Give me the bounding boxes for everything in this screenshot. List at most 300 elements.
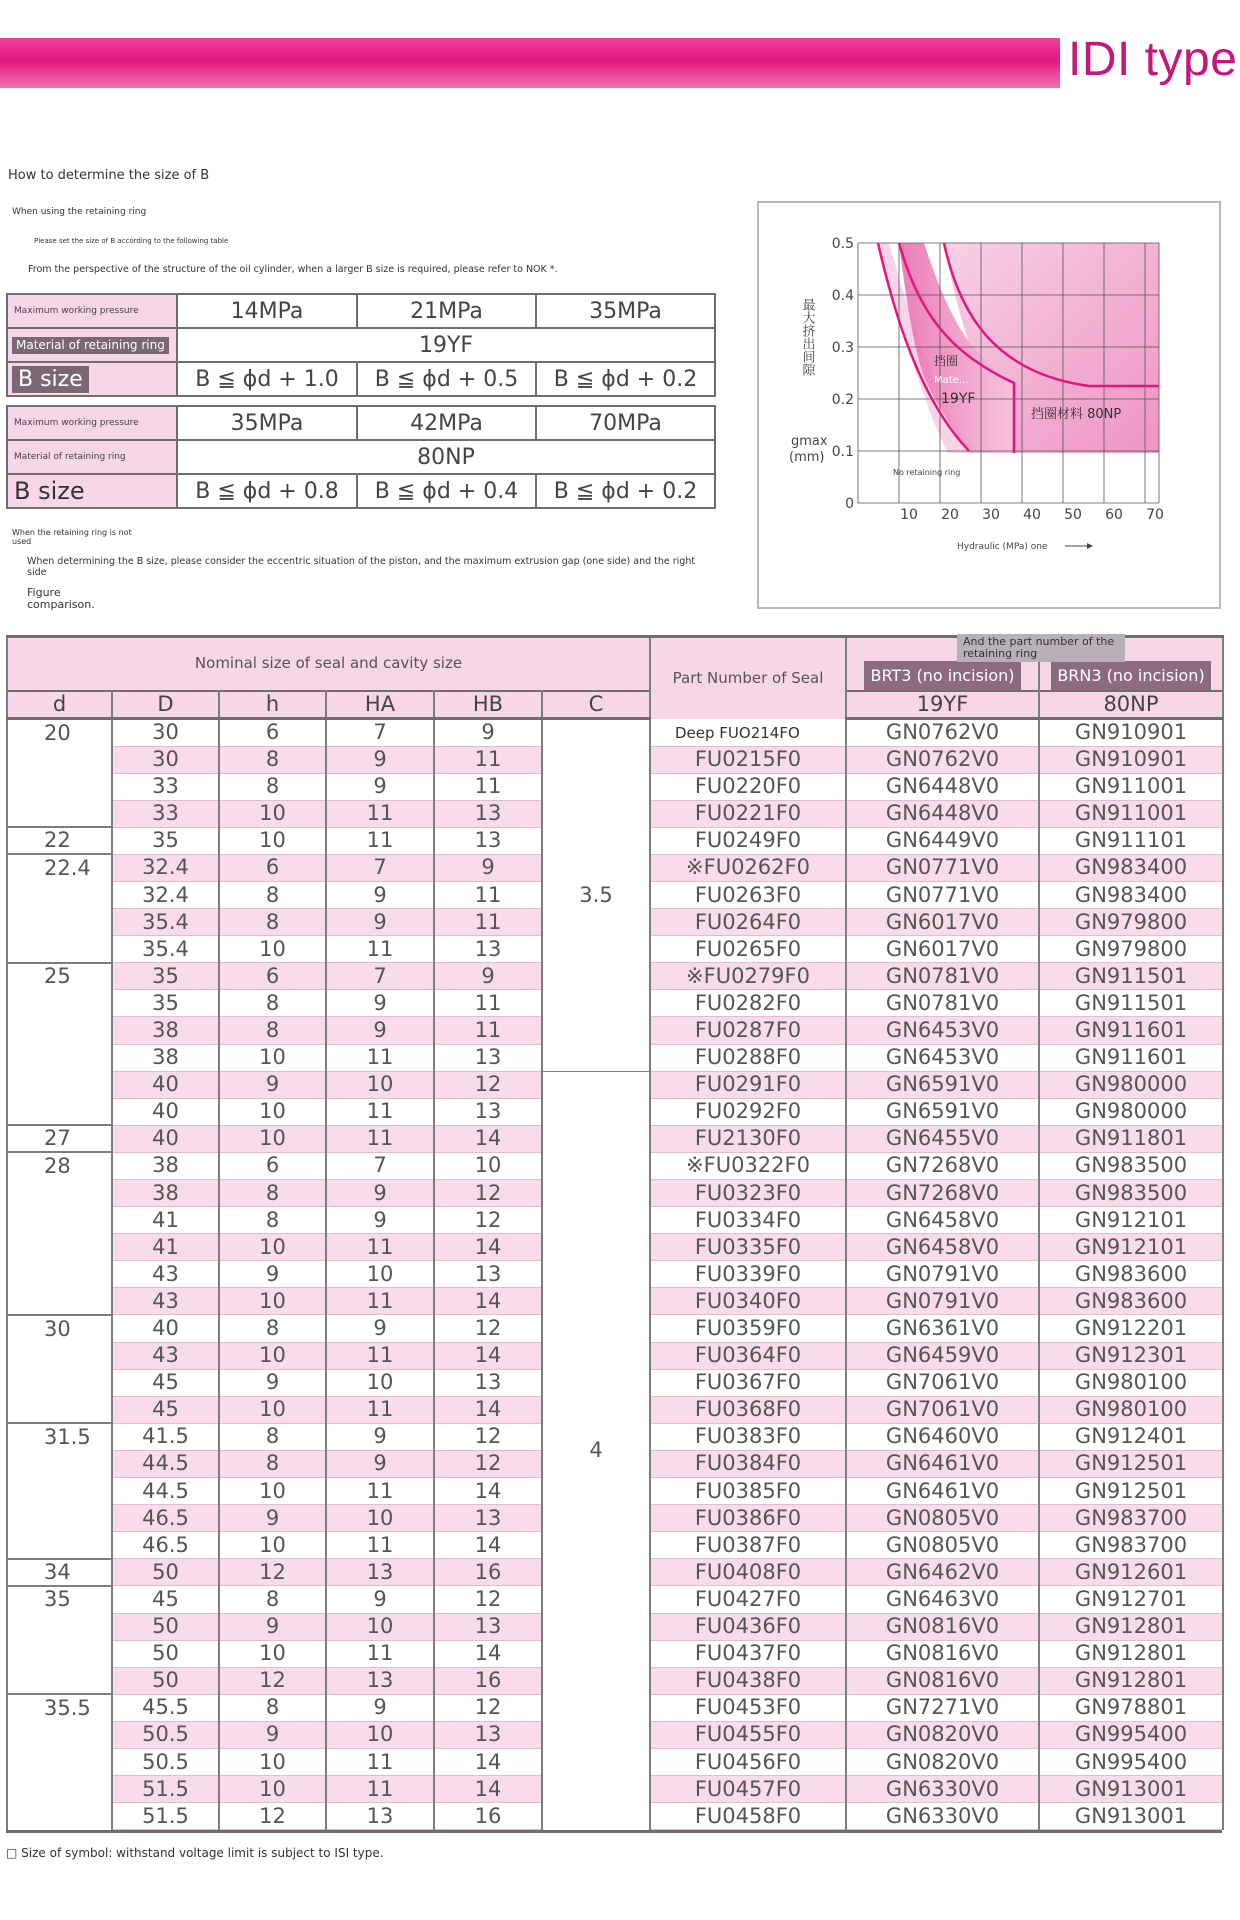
cell-19yf: GN6330V0 xyxy=(846,1803,1039,1830)
cell-HB: 12 xyxy=(434,1450,542,1477)
cell-19yf: GN7268V0 xyxy=(846,1152,1039,1179)
cell-d xyxy=(7,1748,112,1775)
cell-part-number: FU0265F0 xyxy=(650,936,846,963)
cell-h: 10 xyxy=(219,1396,326,1423)
cell-D: 41.5 xyxy=(112,1423,219,1450)
cell-d xyxy=(7,1613,112,1640)
cell-h: 10 xyxy=(219,1776,326,1803)
cell-D: 35 xyxy=(112,827,219,854)
x-tick: 10 xyxy=(900,507,918,523)
cell-part-number: FU0221F0 xyxy=(650,800,846,827)
cell-d xyxy=(7,1532,112,1559)
cell-HB: 16 xyxy=(434,1559,542,1586)
cell-part-number: FU0387F0 xyxy=(650,1532,846,1559)
cell-D: 46.5 xyxy=(112,1532,219,1559)
cell-h: 9 xyxy=(219,1721,326,1748)
cell-d xyxy=(7,1342,112,1369)
cell-HA: 11 xyxy=(326,827,434,854)
cell-HA: 10 xyxy=(326,1369,434,1396)
cell-h: 8 xyxy=(219,1694,326,1721)
cell-80np: GN912301 xyxy=(1039,1342,1223,1369)
cell-C: 3.5 xyxy=(542,719,650,1072)
cell-19yf: GN7271V0 xyxy=(846,1694,1039,1721)
y-tick: 0.3 xyxy=(831,340,854,356)
cell-HA: 11 xyxy=(326,1044,434,1071)
cell-D: 45.5 xyxy=(112,1694,219,1721)
cell-80np: GN912401 xyxy=(1039,1423,1223,1450)
cell-HA: 11 xyxy=(326,1125,434,1152)
cell-HB: 11 xyxy=(434,990,542,1017)
chart-svg xyxy=(759,203,1223,611)
cell-HB: 13 xyxy=(434,1261,542,1288)
x-tick: 30 xyxy=(982,507,1000,523)
cell-19yf: GN0791V0 xyxy=(846,1288,1039,1315)
cell-D: 45 xyxy=(112,1396,219,1423)
cell-HB: 13 xyxy=(434,1044,542,1071)
pressure-value: 14MPa xyxy=(177,294,357,328)
cell-80np: GN983600 xyxy=(1039,1261,1223,1288)
cell-80np: GN983400 xyxy=(1039,881,1223,908)
cell-HA: 9 xyxy=(326,1180,434,1207)
cell-d: 20 xyxy=(7,719,112,747)
cell-D: 38 xyxy=(112,1180,219,1207)
cell-19yf: GN0820V0 xyxy=(846,1748,1039,1775)
cell-HA: 9 xyxy=(326,746,434,773)
cell-d xyxy=(7,1450,112,1477)
cell-80np: GN911601 xyxy=(1039,1044,1223,1071)
cell-d xyxy=(7,1776,112,1803)
cell-h: 9 xyxy=(219,1369,326,1396)
cell-d xyxy=(7,1667,112,1694)
cell-D: 44.5 xyxy=(112,1450,219,1477)
cell-part-number: FU0408F0 xyxy=(650,1559,846,1586)
table-row xyxy=(7,719,1223,747)
part-number-text: Deep FUO214FO xyxy=(675,721,800,746)
y-axis-label-g: gmax xyxy=(791,434,828,449)
cell-19yf: GN0791V0 xyxy=(846,1261,1039,1288)
cell-HB: 9 xyxy=(434,854,542,881)
cell-19yf: GN0771V0 xyxy=(846,854,1039,881)
cell-D: 45 xyxy=(112,1369,219,1396)
cell-19yf: GN6591V0 xyxy=(846,1071,1039,1098)
cell-HB: 12 xyxy=(434,1071,542,1098)
y-tick: 0.1 xyxy=(831,444,854,460)
cell-h: 6 xyxy=(219,854,326,881)
cell-part-number: FU0456F0 xyxy=(650,1748,846,1775)
cell-d xyxy=(7,773,112,800)
cell-D: 35 xyxy=(112,963,219,990)
cell-HB: 14 xyxy=(434,1532,542,1559)
cell-d xyxy=(7,990,112,1017)
cell-D: 40 xyxy=(112,1071,219,1098)
cell-80np: GN995400 xyxy=(1039,1721,1223,1748)
intro-heading: How to determine the size of B xyxy=(8,168,210,183)
y-axis-label-unit: (mm) xyxy=(789,450,825,465)
col-19yf: 19YF xyxy=(846,691,1039,719)
cell-part-number: FU0368F0 xyxy=(650,1396,846,1423)
cell-HA: 9 xyxy=(326,773,434,800)
y-tick: 0.4 xyxy=(831,288,854,304)
cell-d xyxy=(7,800,112,827)
cell-HA: 9 xyxy=(326,1315,434,1342)
cell-19yf: GN0816V0 xyxy=(846,1640,1039,1667)
cell-part-number: FU0437F0 xyxy=(650,1640,846,1667)
cell-part-number: FU0335F0 xyxy=(650,1234,846,1261)
header-band xyxy=(0,38,1060,88)
cell-19yf: GN6462V0 xyxy=(846,1559,1039,1586)
cell-80np: GN995400 xyxy=(1039,1748,1223,1775)
cell-HB: 12 xyxy=(434,1180,542,1207)
cell-HA: 7 xyxy=(326,963,434,990)
cell-d: 35.5 xyxy=(7,1694,112,1721)
cell-HA: 13 xyxy=(326,1803,434,1830)
cell-D: 51.5 xyxy=(112,1803,219,1830)
cell-part-number: FU0367F0 xyxy=(650,1369,846,1396)
intro-determining: When determining the B size, please consider the eccentric situation of the piston, and the maximum extrusion gap (one side) and the right side xyxy=(27,556,696,578)
cell-HA: 11 xyxy=(326,1776,434,1803)
cell-HA: 11 xyxy=(326,1396,434,1423)
cell-HB: 14 xyxy=(434,1125,542,1152)
cell-d: 28 xyxy=(7,1152,112,1179)
cell-HA: 13 xyxy=(326,1559,434,1586)
cell-d xyxy=(7,746,112,773)
cell-19yf: GN6361V0 xyxy=(846,1315,1039,1342)
x-axis-label: Hydraulic (MPa) one xyxy=(957,542,1048,552)
b-size-label: B size xyxy=(12,366,89,393)
cell-h: 8 xyxy=(219,746,326,773)
cell-D: 43 xyxy=(112,1288,219,1315)
cell-HA: 11 xyxy=(326,1098,434,1125)
cell-HA: 11 xyxy=(326,800,434,827)
cell-HA: 11 xyxy=(326,936,434,963)
cell-HB: 13 xyxy=(434,1505,542,1532)
cell-80np: GN983500 xyxy=(1039,1152,1223,1179)
header-nominal: Nominal size of seal and cavity size xyxy=(7,637,650,691)
cell-80np: GN980100 xyxy=(1039,1369,1223,1396)
cell-HB: 13 xyxy=(434,827,542,854)
cell-d xyxy=(7,1071,112,1098)
cell-HA: 11 xyxy=(326,1640,434,1667)
cell-part-number: FU0249F0 xyxy=(650,827,846,854)
region-label: 挡圈 xyxy=(934,354,959,368)
cell-19yf: GN0816V0 xyxy=(846,1667,1039,1694)
col-h: h xyxy=(219,691,326,719)
cell-part-number: FU0340F0 xyxy=(650,1288,846,1315)
cell-80np: GN979800 xyxy=(1039,909,1223,936)
cell-HB: 16 xyxy=(434,1667,542,1694)
header-retaining-ring: And the part number of the retaining ring xyxy=(957,634,1125,662)
cell-HA: 9 xyxy=(326,881,434,908)
cell-part-number xyxy=(650,719,846,747)
cell-D: 35.4 xyxy=(112,909,219,936)
cell-HB: 11 xyxy=(434,773,542,800)
cell-80np: GN978801 xyxy=(1039,1694,1223,1721)
cell-h: 10 xyxy=(219,1748,326,1775)
cell-h: 6 xyxy=(219,963,326,990)
cell-HB: 11 xyxy=(434,881,542,908)
cell-80np: GN911101 xyxy=(1039,827,1223,854)
cell-d xyxy=(7,1180,112,1207)
cell-80np: GN912501 xyxy=(1039,1478,1223,1505)
cell-D: 38 xyxy=(112,1044,219,1071)
cell-80np: GN983700 xyxy=(1039,1505,1223,1532)
cell-HA: 7 xyxy=(326,719,434,747)
region-label: Mate... xyxy=(934,375,969,386)
cell-19yf: GN7268V0 xyxy=(846,1180,1039,1207)
cell-h: 8 xyxy=(219,881,326,908)
cell-80np: GN911501 xyxy=(1039,963,1223,990)
cell-d: 31.5 xyxy=(7,1423,112,1450)
cell-80np: GN980000 xyxy=(1039,1098,1223,1125)
cell-80np: GN912601 xyxy=(1039,1559,1223,1586)
cell-h: 6 xyxy=(219,1152,326,1179)
cell-d xyxy=(7,1207,112,1234)
cell-19yf: GN6453V0 xyxy=(846,1044,1039,1071)
cell-part-number: FU0455F0 xyxy=(650,1721,846,1748)
cell-d: 22.4 xyxy=(7,854,112,881)
cell-D: 50 xyxy=(112,1640,219,1667)
seal-table xyxy=(6,635,1224,1830)
cell-19yf: GN7061V0 xyxy=(846,1396,1039,1423)
cell-h: 8 xyxy=(219,1207,326,1234)
cell-D: 30 xyxy=(112,746,219,773)
cell-part-number: FU0287F0 xyxy=(650,1017,846,1044)
pressure-value: 21MPa xyxy=(357,294,536,328)
cell-part-number: FU0288F0 xyxy=(650,1044,846,1071)
cell-D: 33 xyxy=(112,773,219,800)
cell-part-number: FU0323F0 xyxy=(650,1180,846,1207)
pressure-table-80np xyxy=(6,405,716,509)
header-brn3: BRN3 (no incision) xyxy=(1051,661,1210,690)
cell-80np: GN912801 xyxy=(1039,1640,1223,1667)
cell-h: 10 xyxy=(219,1640,326,1667)
cell-19yf: GN6459V0 xyxy=(846,1342,1039,1369)
cell-HA: 11 xyxy=(326,1288,434,1315)
cell-HA: 9 xyxy=(326,909,434,936)
extrusion-gap-chart xyxy=(757,201,1221,609)
intro-figure: Figure comparison. xyxy=(27,586,95,611)
cell-part-number: ※FU0262F0 xyxy=(650,854,846,881)
cell-part-number: FU0359F0 xyxy=(650,1315,846,1342)
cell-part-number: FU0453F0 xyxy=(650,1694,846,1721)
cell-80np: GN912801 xyxy=(1039,1667,1223,1694)
y-axis-label-cn: 最大挤出间隙 xyxy=(799,298,815,376)
cell-d xyxy=(7,936,112,963)
cell-80np: GN913001 xyxy=(1039,1803,1223,1830)
b-size-label: B size xyxy=(14,477,85,505)
cell-D: 51.5 xyxy=(112,1776,219,1803)
cell-d xyxy=(7,1044,112,1071)
cell-part-number: FU0436F0 xyxy=(650,1613,846,1640)
cell-80np: GN912201 xyxy=(1039,1315,1223,1342)
cell-D: 40 xyxy=(112,1125,219,1152)
cell-HB: 14 xyxy=(434,1342,542,1369)
cell-D: 50 xyxy=(112,1559,219,1586)
cell-part-number: FU0334F0 xyxy=(650,1207,846,1234)
cell-D: 35.4 xyxy=(112,936,219,963)
cell-part-number: ※FU0322F0 xyxy=(650,1152,846,1179)
cell-HA: 11 xyxy=(326,1748,434,1775)
cell-19yf: GN0781V0 xyxy=(846,963,1039,990)
cell-HA: 9 xyxy=(326,1423,434,1450)
cell-HB: 12 xyxy=(434,1586,542,1613)
cell-80np: GN911501 xyxy=(1039,990,1223,1017)
cell-part-number: FU0427F0 xyxy=(650,1586,846,1613)
pressure-table-19yf xyxy=(6,293,716,397)
cell-part-number: FU0263F0 xyxy=(650,881,846,908)
cell-HB: 13 xyxy=(434,936,542,963)
cell-80np: GN980100 xyxy=(1039,1396,1223,1423)
cell-HA: 11 xyxy=(326,1532,434,1559)
cell-d xyxy=(7,1288,112,1315)
formula: B ≦ ϕd + 0.2 xyxy=(536,474,715,508)
cell-h: 9 xyxy=(219,1613,326,1640)
cell-19yf: GN7061V0 xyxy=(846,1369,1039,1396)
cell-d xyxy=(7,1721,112,1748)
cell-d: 25 xyxy=(7,963,112,990)
cell-HA: 11 xyxy=(326,1234,434,1261)
cell-19yf: GN0781V0 xyxy=(846,990,1039,1017)
region-label: 挡圈材料 80NP xyxy=(1031,407,1122,422)
cell-d xyxy=(7,1369,112,1396)
cell-part-number: FU0438F0 xyxy=(650,1667,846,1694)
cell-part-number: FU0383F0 xyxy=(650,1423,846,1450)
pressure-label: Maximum working pressure xyxy=(7,294,177,328)
cell-HA: 9 xyxy=(326,1586,434,1613)
cell-h: 10 xyxy=(219,1234,326,1261)
cell-HB: 11 xyxy=(434,746,542,773)
cell-d xyxy=(7,1017,112,1044)
cell-19yf: GN6458V0 xyxy=(846,1207,1039,1234)
cell-19yf: GN6460V0 xyxy=(846,1423,1039,1450)
cell-h: 8 xyxy=(219,1180,326,1207)
cell-80np: GN912701 xyxy=(1039,1586,1223,1613)
cell-part-number: ※FU0279F0 xyxy=(650,963,846,990)
cell-HB: 12 xyxy=(434,1315,542,1342)
cell-19yf: GN6017V0 xyxy=(846,936,1039,963)
cell-D: 45 xyxy=(112,1586,219,1613)
cell-d xyxy=(7,1261,112,1288)
cell-h: 9 xyxy=(219,1071,326,1098)
cell-HB: 14 xyxy=(434,1288,542,1315)
y-tick: 0 xyxy=(845,496,854,512)
cell-HB: 14 xyxy=(434,1478,542,1505)
cell-HB: 13 xyxy=(434,1721,542,1748)
cell-h: 9 xyxy=(219,1261,326,1288)
pressure-value: 70MPa xyxy=(536,406,715,440)
material-value: 19YF xyxy=(177,328,715,362)
cell-D: 35 xyxy=(112,990,219,1017)
cell-80np: GN911801 xyxy=(1039,1125,1223,1152)
cell-80np: GN911001 xyxy=(1039,773,1223,800)
cell-h: 8 xyxy=(219,1423,326,1450)
cell-19yf: GN0762V0 xyxy=(846,746,1039,773)
cell-19yf: GN0820V0 xyxy=(846,1721,1039,1748)
cell-19yf: GN6463V0 xyxy=(846,1586,1039,1613)
cell-HA: 9 xyxy=(326,1450,434,1477)
cell-HB: 11 xyxy=(434,909,542,936)
cell-h: 8 xyxy=(219,773,326,800)
pressure-label: Maximum working pressure xyxy=(7,406,177,440)
cell-d xyxy=(7,1234,112,1261)
cell-h: 10 xyxy=(219,1532,326,1559)
cell-HB: 13 xyxy=(434,800,542,827)
region-label: No retaining ring xyxy=(893,468,961,477)
cell-19yf: GN6449V0 xyxy=(846,827,1039,854)
cell-80np: GN911001 xyxy=(1039,800,1223,827)
cell-HB: 14 xyxy=(434,1396,542,1423)
cell-80np: GN983500 xyxy=(1039,1180,1223,1207)
material-value: 80NP xyxy=(177,440,715,474)
cell-19yf: GN6591V0 xyxy=(846,1098,1039,1125)
cell-D: 50.5 xyxy=(112,1748,219,1775)
formula: B ≦ ϕd + 0.8 xyxy=(177,474,357,508)
y-tick: 0.2 xyxy=(831,392,854,408)
cell-HB: 13 xyxy=(434,1098,542,1125)
cell-part-number: FU0457F0 xyxy=(650,1776,846,1803)
cell-80np: GN912801 xyxy=(1039,1613,1223,1640)
cell-80np: GN912501 xyxy=(1039,1450,1223,1477)
material-label: Material of retaining ring xyxy=(12,337,169,354)
table-row xyxy=(7,1071,1223,1098)
cell-19yf: GN0816V0 xyxy=(846,1613,1039,1640)
x-tick: 50 xyxy=(1064,507,1082,523)
intro-when-using: When using the retaining ring xyxy=(12,207,147,217)
cell-80np: GN910901 xyxy=(1039,746,1223,773)
cell-h: 10 xyxy=(219,936,326,963)
intro-perspective: From the perspective of the structure of the oil cylinder, when a larger B size is required, please refer to NOK *. xyxy=(28,264,558,275)
cell-80np: GN983600 xyxy=(1039,1288,1223,1315)
cell-HA: 11 xyxy=(326,1478,434,1505)
cell-d xyxy=(7,1505,112,1532)
cell-D: 30 xyxy=(112,719,219,747)
cell-h: 8 xyxy=(219,1586,326,1613)
cell-HA: 9 xyxy=(326,1207,434,1234)
cell-HB: 14 xyxy=(434,1640,542,1667)
cell-h: 10 xyxy=(219,1478,326,1505)
cell-part-number: FU0215F0 xyxy=(650,746,846,773)
cell-HB: 12 xyxy=(434,1207,542,1234)
cell-80np: GN910901 xyxy=(1039,719,1223,747)
cell-80np: GN983400 xyxy=(1039,854,1223,881)
cell-part-number: FU0282F0 xyxy=(650,990,846,1017)
cell-d xyxy=(7,1803,112,1830)
cell-h: 8 xyxy=(219,990,326,1017)
cell-80np: GN980000 xyxy=(1039,1071,1223,1098)
col-HB: HB xyxy=(434,691,542,719)
cell-part-number: FU0364F0 xyxy=(650,1342,846,1369)
cell-80np: GN979800 xyxy=(1039,936,1223,963)
cell-HA: 7 xyxy=(326,854,434,881)
cell-d: 30 xyxy=(7,1315,112,1342)
x-tick: 70 xyxy=(1146,507,1164,523)
cell-D: 38 xyxy=(112,1017,219,1044)
cell-19yf: GN0805V0 xyxy=(846,1505,1039,1532)
cell-HA: 9 xyxy=(326,1017,434,1044)
cell-HA: 7 xyxy=(326,1152,434,1179)
cell-HB: 14 xyxy=(434,1776,542,1803)
cell-D: 44.5 xyxy=(112,1478,219,1505)
pressure-value: 35MPa xyxy=(177,406,357,440)
cell-d xyxy=(7,881,112,908)
cell-h: 10 xyxy=(219,1098,326,1125)
formula: B ≦ ϕd + 1.0 xyxy=(177,362,357,396)
formula: B ≦ ϕd + 0.2 xyxy=(536,362,715,396)
cell-D: 43 xyxy=(112,1342,219,1369)
pressure-value: 35MPa xyxy=(536,294,715,328)
cell-h: 9 xyxy=(219,1505,326,1532)
cell-d: 27 xyxy=(7,1125,112,1152)
